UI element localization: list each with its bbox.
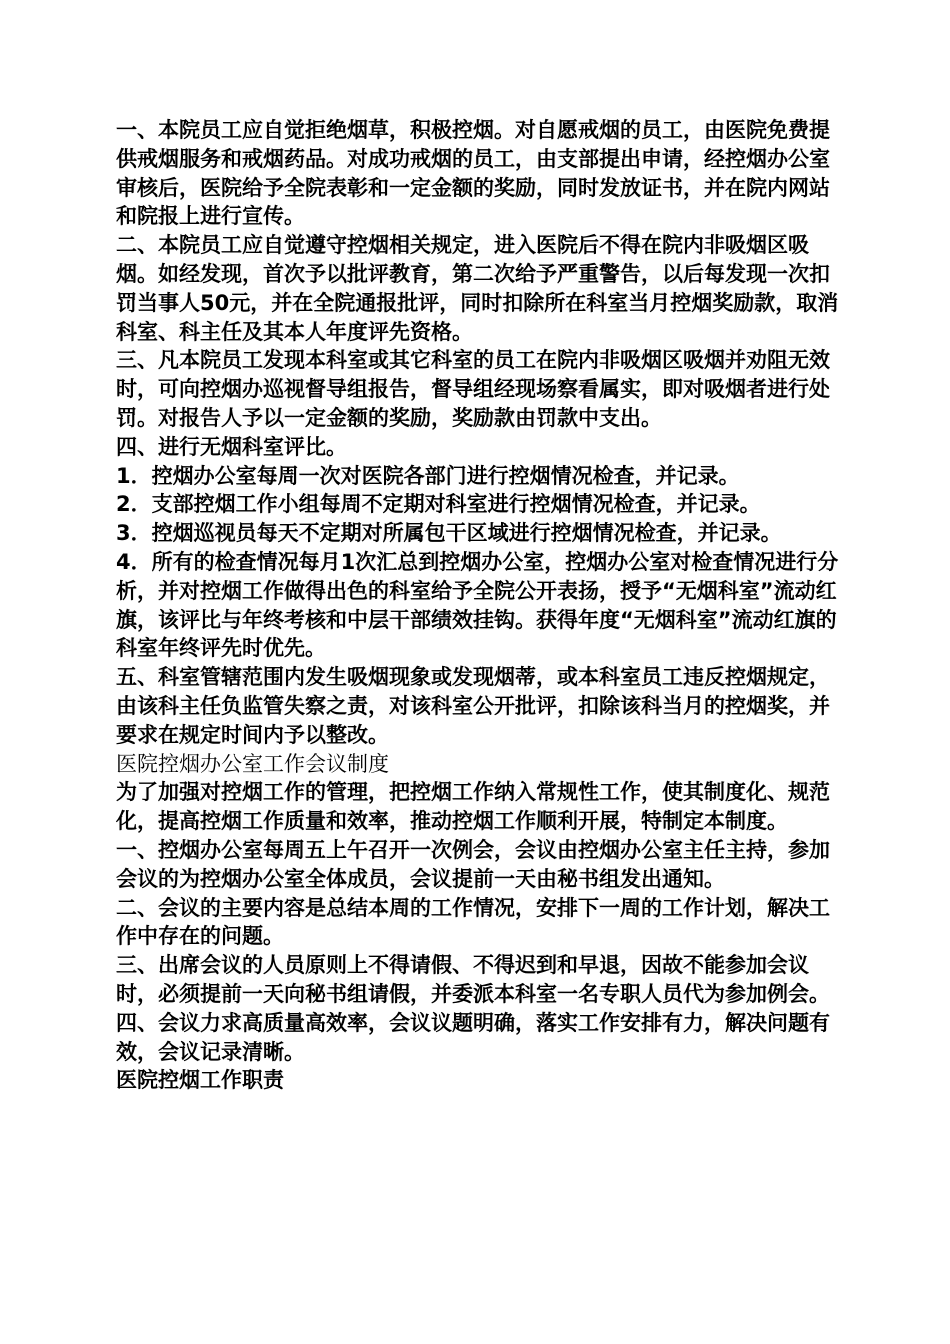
paragraph-department-responsibility: 五、科室管辖范围内发生吸烟现象或发现烟蒂，或本科室员工违反控烟规定，由该科主任负监管失察之责，对该科室公开批评，扣除该科当月的控烟奖，并要求在规定时间内予以整改。 bbox=[116, 665, 830, 747]
paragraph-meeting-rule-2: 二、会议的主要内容是总结本周的工作情况，安排下一周的工作计划，解决工作中存在的问题。 bbox=[116, 895, 830, 949]
paragraph-smoking-penalty: 二、本院员工应自觉遵守控烟相关规定，进入医院后不得在院内非吸烟区吸烟。如经发现，首次予以批评教育，第二次给予严重警告，以后每发现一次扣罚当事人50元，并在全院通报批评，同时扣除所在科室当月控烟奖励款，取消科室、科主任及其本人年度评先资格。 bbox=[116, 233, 839, 344]
document-page bbox=[116, 116, 846, 1095]
list-item-4: 4．所有的检查情况每月1次汇总到控烟办公室，控烟办公室对检查情况进行分析，并对控烟工作做得出色的科室给予全院公开表扬，授予“无烟科室”流动红旗，该评比与年终考核和中层干部绩效挂钩。获得年度“无烟科室”流动红旗的科室年终评先时优先。 bbox=[116, 549, 839, 661]
paragraph-meeting-rule-1: 一、控烟办公室每周五上午召开一次例会，会议由控烟办公室主任主持，参加会议的为控烟办公室全体成员，会议提前一天由秘书组发出通知。 bbox=[116, 837, 830, 891]
paragraph-meeting-rule-4: 四、会议力求高质量高效率，会议议题明确，落实工作安排有力，解决问题有效，会议记录清晰。 bbox=[116, 1010, 830, 1064]
paragraph-smoke-free-evaluation: 四、进行无烟科室评比。 bbox=[116, 434, 347, 459]
paragraph-meeting-intro: 为了加强对控烟工作的管理，把控烟工作纳入常规性工作，使其制度化、规范化，提高控烟工作质量和效率，推动控烟工作顺利开展，特制定本制度。 bbox=[116, 780, 830, 834]
list-item-3: 3．控烟巡视员每天不定期对所属包干区域进行控烟情况检查，并记录。 bbox=[116, 521, 782, 546]
section-heading-meeting-system: 医院控烟办公室工作会议制度 bbox=[116, 751, 389, 776]
section-heading-duties: 医院控烟工作职责 bbox=[116, 1068, 284, 1093]
paragraph-reporting-reward: 三、凡本院员工发现本科室或其它科室的员工在院内非吸烟区吸烟并劝阻无效时，可向控烟办巡视督导组报告，督导组经现场察看属实，即对吸烟者进行处罚。对报告人予以一定金额的奖励，奖励款由罚款中支出。 bbox=[116, 348, 830, 430]
list-item-2: 2．支部控烟工作小组每周不定期对科室进行控烟情况检查，并记录。 bbox=[116, 492, 761, 517]
paragraph-no-smoking-encouragement: 一、本院员工应自觉拒绝烟草，积极控烟。对自愿戒烟的员工，由医院免费提供戒烟服务和戒烟药品。对成功戒烟的员工，由支部提出申请，经控烟办公室审核后，医院给予全院表彰和一定金额的奖励，同时发放证书，并在院内网站和院报上进行宣传。 bbox=[116, 118, 830, 229]
paragraph-meeting-rule-3: 三、出席会议的人员原则上不得请假、不得迟到和早退，因故不能参加会议时，必须提前一天向秘书组请假，并委派本科室一名专职人员代为参加例会。 bbox=[116, 953, 830, 1006]
list-item-1: 1．控烟办公室每周一次对医院各部门进行控烟情况检查，并记录。 bbox=[116, 463, 740, 488]
